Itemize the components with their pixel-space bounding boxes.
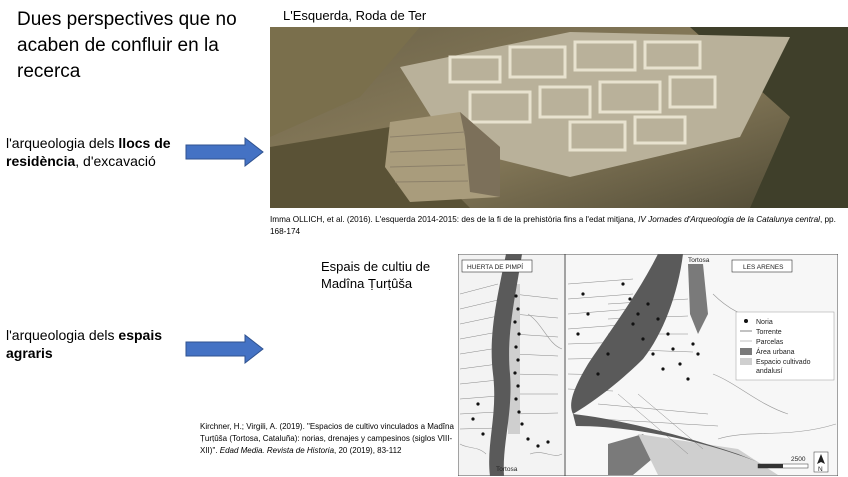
legend-item: Noria [756, 319, 773, 326]
citation-ollich-journal: IV Jornades d'Arqueologia de la Catalunya central [638, 215, 820, 224]
map-right-label: LES ARENES [743, 264, 784, 271]
map-title [321, 258, 461, 292]
citation-ollich [270, 214, 848, 238]
citation-kirchner [200, 421, 454, 457]
map-bottom-label: Tortosa [496, 466, 518, 473]
scale-label: 2500 [791, 456, 806, 463]
map-title-line2: Madîna Ṭurṭûša [321, 276, 413, 291]
north-arrow-icon [814, 452, 828, 473]
map-title-line1: Espais de cultiu de [321, 259, 431, 274]
map-top-label: Tortosa [688, 257, 710, 264]
legend-item: Espacio cultivado [756, 359, 811, 366]
north-label: N [818, 466, 823, 473]
lead-residence-pre: l'arqueologia dels [6, 135, 119, 151]
legend-item: Parcelas [756, 339, 784, 346]
citation-ollich-text: Imma OLLICH, et al. (2016). L'esquerda 2014-2015: des de la fi de la prehistòria fins a l'edat mitjana, [270, 215, 639, 224]
lead-residence-post: , d'excavació [75, 153, 156, 169]
arrow-right-icon [185, 137, 265, 167]
map-right-panel [566, 254, 837, 475]
legend-urban-symbol [740, 348, 752, 355]
archaeological-site-photo [270, 27, 848, 208]
lead-agrarian [6, 326, 181, 362]
map-left-panel [459, 254, 564, 476]
legend-item: andalusí [756, 368, 783, 375]
legend-item: Área urbana [756, 349, 795, 356]
arrow-right-icon [185, 334, 265, 364]
cultivation-map [458, 254, 838, 476]
slide-title: Dues perspectives que no acaben de confluir en la recerca [17, 9, 237, 82]
citation-kirchner-pages: , 20 (2019), 83-112 [334, 446, 402, 455]
map-left-label: HUERTA DE PIMPÍ [467, 264, 524, 271]
legend-noria-symbol [744, 319, 748, 323]
lead-residence [6, 134, 181, 170]
citation-kirchner-text: Kirchner, H.; Virgili, A. (2019). "Espacios de cultivo vinculados a Madîna Ṭurṭûša (Tortosa, Cataluña): norias, drenajes y campesinos (siglos VIII-XII)". [200, 422, 454, 455]
lead-agrarian-pre: l'arqueologia dels [6, 327, 119, 343]
photo-title: L'Esquerda, Roda de Ter [283, 8, 427, 23]
lead-residence-bold: llocs de residència [6, 135, 171, 169]
citation-ollich-pages: , pp. 168-174 [270, 215, 836, 236]
lead-agrarian-bold: espais agraris [6, 327, 163, 361]
legend-item: Torrente [756, 329, 782, 336]
citation-kirchner-journal: Edad Media. Revista de Historia [219, 446, 335, 455]
legend-cultivated-symbol [740, 358, 752, 365]
map-legend [736, 312, 834, 380]
